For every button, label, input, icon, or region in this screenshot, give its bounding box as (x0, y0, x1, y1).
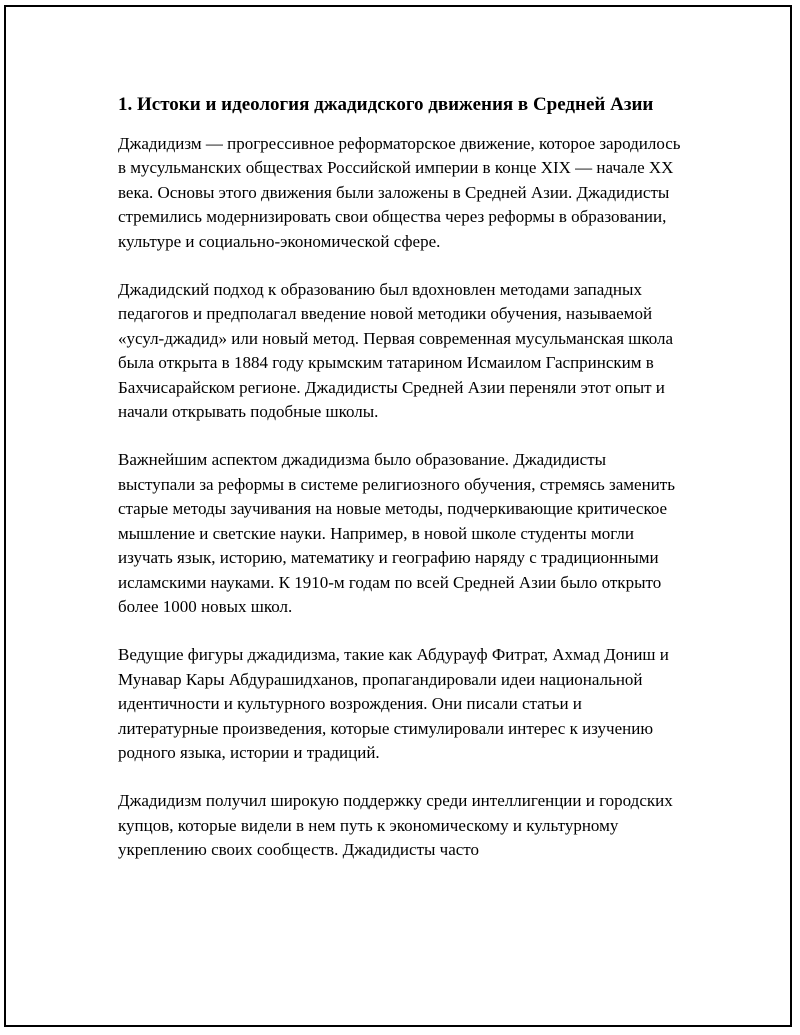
paragraph-intro: Джадидизм — прогрессивное реформаторское движение, которое зародилось в мусульманских обществах Российской империи в конце XIX — начале XX века. Основы этого движения были заложены в Средней Азии. Джадидисты стремились модернизировать свои общества через реформы в образовании, культуре и социально-экономической сфере. (118, 134, 681, 251)
paragraph-education-method: Джадидский подход к образованию был вдохновлен методами западных педагогов и предполагал введение новой методики обучения, называемой «усул-джадид» или новый метод. Первая современная мусульманская школа была открыта в 1884 году крымским татарином Исмаилом Гаспринским в Бахчисарайском регионе. Джадидисты Средней Азии переняли этот опыт и начали открывать подобные школы. (118, 280, 674, 422)
document-body (118, 91, 683, 887)
paragraph-leading-figures: Ведущие фигуры джадидизма, такие как Абдурауф Фитрат, Ахмад Дониш и Мунавар Кары Абдурашидханов, пропагандировали идеи национальной идентичности и культурного возрождения. Они писали статьи и литературные произведения, которые стимулировали интерес к изучению родного языка, истории и традиций. (118, 645, 669, 762)
paragraph-education-reform: Важнейшим аспектом джадидизма было образование. Джадидисты выступали за реформы в системе религиозного обучения, стремясь заменить старые методы заучивания на новые методы, подчеркивающие критическое мышление и светские науки. Например, в новой школе студенты могли изучать язык, историю, математику и географию наряду с традиционными исламскими науками. К 1910-м годам по всей Средней Азии было открыто более 1000 новых школ. (118, 450, 675, 616)
paragraph-support: Джадидизм получил широкую поддержку среди интеллигенции и городских купцов, которые видели в нем путь к экономическому и культурному укреплению своих сообществ. Джадидисты часто (118, 791, 673, 860)
section-heading: 1. Истоки и идеология джадидского движения в Средней Азии (118, 94, 654, 115)
